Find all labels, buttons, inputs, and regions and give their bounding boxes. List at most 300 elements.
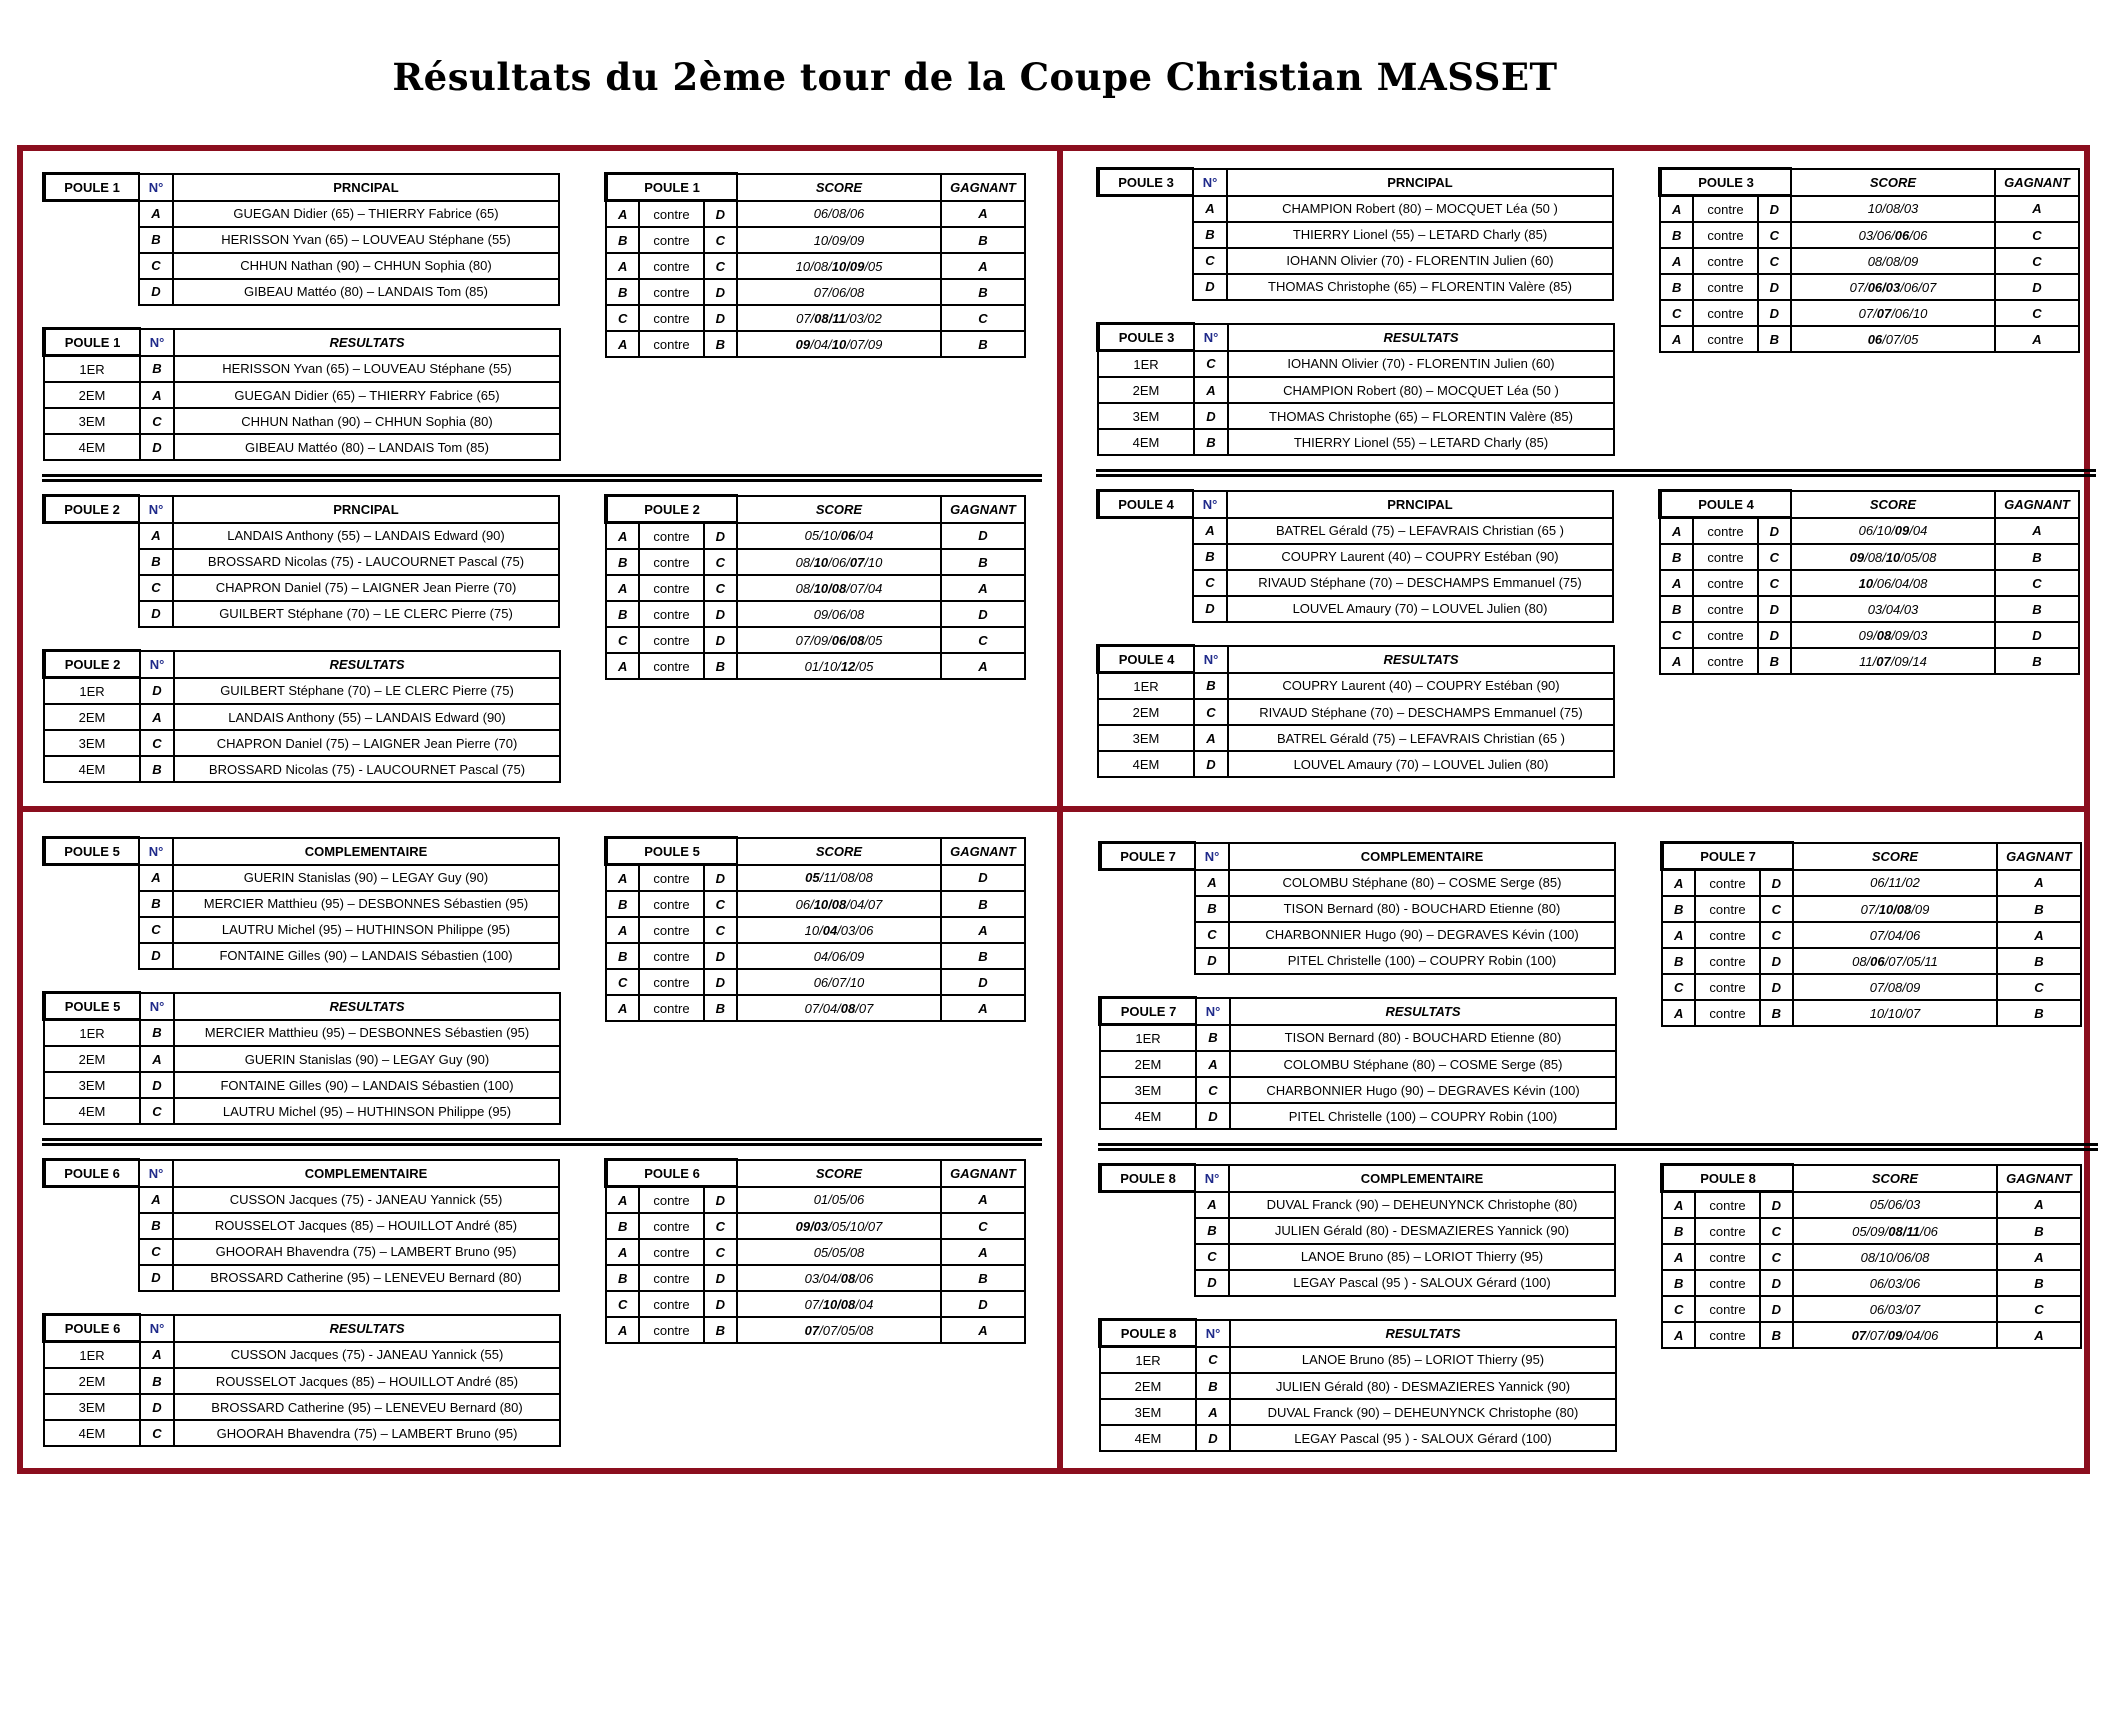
score-segment: 08/ bbox=[1852, 953, 1871, 969]
table-row bbox=[1100, 896, 1615, 922]
category-header: COMPLEMENTAIRE bbox=[173, 1160, 559, 1187]
winner-header: GAGNANT bbox=[1997, 1165, 2081, 1192]
table-row bbox=[44, 434, 560, 460]
blank-cell bbox=[44, 1265, 139, 1291]
match-row bbox=[606, 1187, 1025, 1214]
score-segment: 06/08 bbox=[831, 632, 865, 648]
number-header: N° bbox=[1194, 646, 1228, 673]
match-player2: D bbox=[704, 305, 737, 331]
score-segment: /07/05 bbox=[1882, 331, 1919, 347]
player-names: GUERIN Stanislas (90) – LEGAY Guy (90) bbox=[173, 865, 559, 891]
score-segment: 06 bbox=[840, 528, 856, 544]
pool-players-table bbox=[42, 494, 560, 628]
score-segment: /05 bbox=[855, 658, 874, 674]
pool-label: POULE 6 bbox=[44, 1315, 140, 1342]
score-segment: 08 bbox=[1876, 627, 1892, 643]
match-score bbox=[737, 653, 941, 679]
player-letter: A bbox=[139, 1187, 173, 1213]
match-row bbox=[1660, 274, 2079, 300]
player-letter: A bbox=[1195, 870, 1229, 896]
rank-cell: 2EM bbox=[44, 382, 140, 408]
result-names: GHOORAH Bhavendra (75) – LAMBERT Bruno (95) bbox=[174, 1420, 560, 1446]
table-header-row bbox=[1100, 843, 1615, 870]
category-header: COMPLEMENTAIRE bbox=[173, 838, 559, 865]
blank-cell bbox=[1098, 544, 1193, 570]
match-score bbox=[737, 201, 941, 228]
match-winner: D bbox=[941, 865, 1025, 892]
pool-score-table bbox=[604, 494, 1026, 680]
match-player1: A bbox=[1662, 922, 1695, 948]
results-header: RESULTATS bbox=[174, 993, 560, 1020]
blank-cell bbox=[1098, 196, 1193, 222]
blank-cell bbox=[44, 523, 139, 549]
score-segment: 03/04/ bbox=[804, 1270, 841, 1286]
match-row bbox=[1660, 648, 2079, 674]
contre-label: contre bbox=[1695, 1270, 1759, 1296]
player-names: GHOORAH Bhavendra (75) – LAMBERT Bruno (95) bbox=[173, 1239, 559, 1265]
category-header: PRNCIPAL bbox=[173, 496, 559, 523]
match-player1: A bbox=[606, 331, 639, 357]
contre-label: contre bbox=[1695, 974, 1759, 1000]
table-row bbox=[44, 1046, 560, 1072]
match-player2: D bbox=[704, 201, 737, 228]
pool-label: POULE 3 bbox=[1098, 169, 1193, 196]
score-segment: /09/03 bbox=[1891, 627, 1928, 643]
page-title: Résultats du 2ème tour de la Coupe Christian MASSET bbox=[392, 55, 1558, 99]
results-header: RESULTATS bbox=[1230, 1320, 1616, 1347]
match-winner: A bbox=[1995, 196, 2079, 223]
match-winner: C bbox=[1995, 570, 2079, 596]
result-names: HERISSON Yvan (65) – LOUVEAU Stéphane (55) bbox=[174, 356, 560, 383]
player-names: BATREL Gérald (75) – LEFAVRAIS Christian (65 ) bbox=[1227, 518, 1613, 544]
score-segment: 05/10/ bbox=[804, 528, 841, 544]
player-names: THIERRY Lionel (55) – LETARD Charly (85) bbox=[1227, 222, 1613, 248]
contre-label: contre bbox=[639, 865, 703, 892]
table-row bbox=[1098, 274, 1613, 300]
player-letter: B bbox=[139, 549, 173, 575]
blank-cell bbox=[1098, 518, 1193, 544]
blank-cell bbox=[1100, 870, 1195, 896]
match-player2: B bbox=[1758, 326, 1791, 352]
number-header: N° bbox=[1195, 843, 1229, 870]
match-winner: B bbox=[941, 227, 1025, 253]
table-row bbox=[1100, 870, 1615, 896]
match-player2: D bbox=[704, 943, 737, 969]
match-player1: B bbox=[606, 549, 639, 575]
match-player2: B bbox=[1760, 1322, 1793, 1348]
table-header-row bbox=[1098, 646, 1614, 673]
contre-label: contre bbox=[1695, 1322, 1759, 1348]
rank-cell: 1ER bbox=[1100, 1347, 1196, 1374]
match-winner: C bbox=[1995, 300, 2079, 326]
result-letter: A bbox=[1194, 725, 1228, 751]
result-letter: B bbox=[140, 356, 174, 383]
match-row bbox=[1662, 870, 2081, 897]
number-header: N° bbox=[139, 496, 173, 523]
match-row bbox=[606, 253, 1025, 279]
result-names: PITEL Christelle (100) – COUPRY Robin (100) bbox=[1230, 1103, 1616, 1129]
contre-label: contre bbox=[1695, 870, 1759, 897]
blank-cell bbox=[44, 279, 139, 305]
result-letter: B bbox=[1194, 673, 1228, 700]
result-names: BROSSARD Catherine (95) – LENEVEU Bernard (80) bbox=[174, 1394, 560, 1420]
score-header: SCORE bbox=[1791, 491, 1995, 518]
match-player2: C bbox=[1758, 544, 1791, 570]
match-score bbox=[737, 1265, 941, 1291]
contre-label: contre bbox=[639, 1265, 703, 1291]
match-score bbox=[1791, 596, 1995, 622]
player-names: CHARBONNIER Hugo (90) – DEGRAVES Kévin (100) bbox=[1229, 922, 1615, 948]
player-letter: A bbox=[139, 523, 173, 549]
match-score bbox=[737, 1291, 941, 1317]
blank-cell bbox=[44, 943, 139, 969]
rank-cell: 1ER bbox=[1098, 673, 1194, 700]
result-letter: A bbox=[1194, 377, 1228, 403]
match-row bbox=[1660, 326, 2079, 352]
match-player1: B bbox=[606, 601, 639, 627]
match-score bbox=[1793, 1322, 1997, 1348]
blank-cell bbox=[1100, 922, 1195, 948]
pool-label: POULE 2 bbox=[44, 496, 139, 523]
match-score bbox=[737, 601, 941, 627]
contre-label: contre bbox=[1693, 300, 1757, 326]
match-player1: B bbox=[1660, 596, 1693, 622]
score-segment: 07/ bbox=[796, 310, 815, 326]
match-winner: D bbox=[941, 601, 1025, 627]
table-header-row bbox=[44, 1160, 559, 1187]
score-segment: 10/10/07 bbox=[1869, 1005, 1921, 1021]
table-row bbox=[44, 1239, 559, 1265]
contre-label: contre bbox=[639, 331, 703, 357]
match-score bbox=[1791, 196, 1995, 223]
result-letter: B bbox=[1194, 429, 1228, 455]
player-names: THOMAS Christophe (65) – FLORENTIN Valère (85) bbox=[1227, 274, 1613, 300]
player-letter: A bbox=[139, 201, 173, 227]
match-winner: A bbox=[941, 995, 1025, 1021]
results-header: RESULTATS bbox=[1230, 998, 1616, 1025]
score-segment: 10 bbox=[1858, 575, 1874, 591]
table-header-row bbox=[1662, 1165, 2081, 1192]
match-score bbox=[1791, 622, 1995, 648]
match-player2: C bbox=[704, 1213, 737, 1239]
match-score bbox=[1793, 974, 1997, 1000]
rank-cell: 2EM bbox=[1100, 1051, 1196, 1077]
category-header: PRNCIPAL bbox=[173, 174, 559, 201]
contre-label: contre bbox=[1693, 570, 1757, 596]
match-player1: B bbox=[606, 279, 639, 305]
match-player1: A bbox=[606, 653, 639, 679]
table-row bbox=[44, 1098, 560, 1124]
match-winner: A bbox=[1997, 870, 2081, 897]
pool-label: POULE 7 bbox=[1100, 843, 1195, 870]
score-segment: 10 bbox=[813, 554, 829, 570]
score-segment: /07 bbox=[855, 1000, 874, 1016]
match-score bbox=[737, 865, 941, 892]
score-segment: 05/06/03 bbox=[1869, 1197, 1921, 1213]
match-winner: C bbox=[1997, 974, 2081, 1000]
rank-cell: 4EM bbox=[44, 1420, 140, 1446]
table-row bbox=[1098, 699, 1614, 725]
match-score bbox=[1791, 274, 1995, 300]
match-row bbox=[606, 891, 1025, 917]
score-segment: /04 bbox=[855, 528, 874, 544]
table-header-row bbox=[44, 838, 559, 865]
match-winner: D bbox=[941, 1291, 1025, 1317]
table-row bbox=[44, 917, 559, 943]
result-names: RIVAUD Stéphane (70) – DESCHAMPS Emmanuel (75) bbox=[1228, 699, 1614, 725]
pool-label: POULE 3 bbox=[1660, 169, 1791, 196]
table-row bbox=[44, 865, 559, 891]
match-row bbox=[1662, 1244, 2081, 1270]
result-names: TISON Bernard (80) - BOUCHARD Etienne (80) bbox=[1230, 1025, 1616, 1052]
table-row bbox=[44, 1368, 560, 1394]
score-segment: 06/10/ bbox=[1858, 523, 1895, 539]
pool-players-table bbox=[1098, 1163, 1616, 1297]
player-names: BROSSARD Catherine (95) – LENEVEU Bernard (80) bbox=[173, 1265, 559, 1291]
score-segment: 09/ bbox=[1858, 627, 1877, 643]
match-player2: B bbox=[1758, 648, 1791, 674]
match-player1: B bbox=[606, 891, 639, 917]
result-names: COLOMBU Stéphane (80) – COSME Serge (85) bbox=[1230, 1051, 1616, 1077]
player-names: CUSSON Jacques (75) - JANEAU Yannick (55) bbox=[173, 1187, 559, 1213]
table-header-row bbox=[44, 651, 560, 678]
score-header: SCORE bbox=[1793, 843, 1997, 870]
score-segment: 03/06/ bbox=[1858, 227, 1895, 243]
match-score bbox=[1793, 1244, 1997, 1270]
player-letter: D bbox=[139, 601, 173, 627]
result-letter: C bbox=[140, 1420, 174, 1446]
contre-label: contre bbox=[639, 995, 703, 1021]
results-header: RESULTATS bbox=[174, 651, 560, 678]
result-letter: A bbox=[1196, 1051, 1230, 1077]
contre-label: contre bbox=[639, 917, 703, 943]
number-header: N° bbox=[139, 838, 173, 865]
pool-label: POULE 1 bbox=[44, 174, 139, 201]
blank-cell bbox=[1100, 948, 1195, 974]
table-row bbox=[1100, 1192, 1615, 1218]
results-header: RESULTATS bbox=[174, 1315, 560, 1342]
player-names: HERISSON Yvan (65) – LOUVEAU Stéphane (55) bbox=[173, 227, 559, 253]
match-player1: B bbox=[1662, 1270, 1695, 1296]
score-segment: /04/ bbox=[810, 336, 832, 352]
match-score bbox=[1793, 1218, 1997, 1244]
winner-header: GAGNANT bbox=[1997, 843, 2081, 870]
match-player1: A bbox=[606, 865, 639, 892]
player-letter: C bbox=[139, 575, 173, 601]
score-segment: 04 bbox=[822, 922, 838, 938]
contre-label: contre bbox=[1693, 544, 1757, 570]
table-header-row bbox=[44, 329, 560, 356]
match-winner: B bbox=[941, 331, 1025, 357]
table-row bbox=[1098, 518, 1613, 544]
table-row bbox=[44, 382, 560, 408]
match-player2: C bbox=[1758, 222, 1791, 248]
match-player1: A bbox=[606, 917, 639, 943]
result-names: THOMAS Christophe (65) – FLORENTIN Valère (85) bbox=[1228, 403, 1614, 429]
match-player1: A bbox=[606, 1317, 639, 1343]
number-header: N° bbox=[140, 993, 174, 1020]
blank-cell bbox=[1100, 1218, 1195, 1244]
table-row bbox=[44, 1072, 560, 1098]
contre-label: contre bbox=[639, 305, 703, 331]
contre-label: contre bbox=[639, 1239, 703, 1265]
score-header: SCORE bbox=[737, 174, 941, 201]
contre-label: contre bbox=[639, 653, 703, 679]
match-row bbox=[606, 969, 1025, 995]
match-player2: D bbox=[704, 523, 737, 550]
contre-label: contre bbox=[1693, 248, 1757, 274]
match-player2: D bbox=[1760, 974, 1793, 1000]
table-row bbox=[44, 356, 560, 383]
match-row bbox=[1660, 300, 2079, 326]
score-segment: /06 bbox=[1909, 227, 1928, 243]
table-row bbox=[1098, 403, 1614, 429]
pool-players-table bbox=[1096, 167, 1614, 301]
result-names: BROSSARD Nicolas (75) - LAUCOURNET Pascal (75) bbox=[174, 756, 560, 782]
match-row bbox=[1662, 1000, 2081, 1026]
match-player2: C bbox=[1760, 1218, 1793, 1244]
score-segment: 10/08 bbox=[813, 580, 847, 596]
player-names: TISON Bernard (80) - BOUCHARD Etienne (80) bbox=[1229, 896, 1615, 922]
result-letter: B bbox=[1196, 1025, 1230, 1052]
table-row bbox=[44, 575, 559, 601]
score-segment: 07 bbox=[1851, 1327, 1867, 1343]
match-player1: C bbox=[606, 969, 639, 995]
contre-label: contre bbox=[639, 1213, 703, 1239]
match-winner: B bbox=[941, 891, 1025, 917]
contre-label: contre bbox=[1693, 622, 1757, 648]
result-names: LANOE Bruno (85) – LORIOT Thierry (95) bbox=[1230, 1347, 1616, 1374]
rank-cell: 1ER bbox=[44, 1342, 140, 1369]
result-names: LOUVEL Amaury (70) – LOUVEL Julien (80) bbox=[1228, 751, 1614, 777]
score-header: SCORE bbox=[737, 496, 941, 523]
match-score bbox=[1793, 870, 1997, 897]
rank-cell: 4EM bbox=[1100, 1103, 1196, 1129]
match-score bbox=[737, 305, 941, 331]
score-segment: 10/08 bbox=[1878, 901, 1912, 917]
result-names: GUEGAN Didier (65) – THIERRY Fabrice (65) bbox=[174, 382, 560, 408]
match-row bbox=[1660, 622, 2079, 648]
pool-score-table bbox=[1658, 167, 2080, 353]
match-row bbox=[606, 601, 1025, 627]
table-header-row bbox=[606, 838, 1025, 865]
match-player1: A bbox=[606, 523, 639, 550]
match-score bbox=[1793, 948, 1997, 974]
result-names: COUPRY Laurent (40) – COUPRY Estéban (90) bbox=[1228, 673, 1614, 700]
match-winner: D bbox=[1995, 622, 2079, 648]
result-names: LEGAY Pascal (95 ) - SALOUX Gérard (100) bbox=[1230, 1425, 1616, 1451]
rank-cell: 4EM bbox=[1098, 751, 1194, 777]
match-score bbox=[737, 1213, 941, 1239]
player-letter: D bbox=[1195, 948, 1229, 974]
pool-label: POULE 7 bbox=[1100, 998, 1196, 1025]
pool-separator bbox=[42, 1138, 1042, 1146]
result-letter: A bbox=[1196, 1399, 1230, 1425]
match-row bbox=[1662, 1270, 2081, 1296]
match-row bbox=[606, 1291, 1025, 1317]
match-winner: B bbox=[1995, 544, 2079, 570]
table-row bbox=[44, 730, 560, 756]
score-segment: /06/10 bbox=[1891, 305, 1928, 321]
result-letter: C bbox=[140, 1098, 174, 1124]
match-player2: C bbox=[1760, 922, 1793, 948]
match-score bbox=[737, 969, 941, 995]
player-names: GUILBERT Stéphane (70) – LE CLERC Pierre (75) bbox=[173, 601, 559, 627]
player-letter: D bbox=[1193, 274, 1227, 300]
score-segment: 08/08/09 bbox=[1867, 253, 1919, 269]
result-names: FONTAINE Gilles (90) – LANDAIS Sébastien (100) bbox=[174, 1072, 560, 1098]
table-row bbox=[1100, 1077, 1616, 1103]
score-segment: 09/03 bbox=[795, 1218, 829, 1234]
blank-cell bbox=[1100, 1192, 1195, 1218]
table-header-row bbox=[606, 496, 1025, 523]
match-score bbox=[737, 253, 941, 279]
table-row bbox=[1098, 725, 1614, 751]
result-names: MERCIER Matthieu (95) – DESBONNES Sébastien (95) bbox=[174, 1020, 560, 1047]
pool-separator bbox=[1098, 1143, 2098, 1151]
match-player2: D bbox=[704, 1187, 737, 1214]
match-winner: A bbox=[1997, 1322, 2081, 1348]
number-header: N° bbox=[1196, 998, 1230, 1025]
match-row bbox=[1662, 948, 2081, 974]
match-player2: C bbox=[1758, 248, 1791, 274]
result-names: DUVAL Franck (90) – DEHEUNYNCK Christophe (80) bbox=[1230, 1399, 1616, 1425]
match-row bbox=[606, 653, 1025, 679]
score-segment: 10/08/03 bbox=[1867, 201, 1919, 217]
match-winner: B bbox=[1997, 896, 2081, 922]
table-row bbox=[1100, 922, 1615, 948]
score-segment: 06/11/02 bbox=[1870, 875, 1920, 891]
table-row bbox=[44, 1213, 559, 1239]
score-segment: 07/ bbox=[1849, 279, 1868, 295]
pool-label: POULE 6 bbox=[606, 1160, 737, 1187]
pool-results-table bbox=[42, 1313, 561, 1447]
match-player2: D bbox=[1760, 1192, 1793, 1219]
match-row bbox=[606, 575, 1025, 601]
contre-label: contre bbox=[1695, 1218, 1759, 1244]
results-header: RESULTATS bbox=[1228, 646, 1614, 673]
match-row bbox=[1660, 596, 2079, 622]
match-player2: C bbox=[704, 549, 737, 575]
match-player2: D bbox=[1758, 196, 1791, 223]
match-winner: B bbox=[1997, 948, 2081, 974]
rank-cell: 4EM bbox=[1100, 1425, 1196, 1451]
match-player2: C bbox=[704, 253, 737, 279]
contre-label: contre bbox=[1695, 1192, 1759, 1219]
score-segment: /07/04 bbox=[846, 580, 883, 596]
table-row bbox=[1100, 1270, 1615, 1296]
score-segment: /09/14 bbox=[1890, 653, 1927, 669]
match-row bbox=[606, 331, 1025, 357]
score-segment: 06 bbox=[1870, 953, 1885, 969]
player-letter: C bbox=[139, 917, 173, 943]
result-names: CHHUN Nathan (90) – CHHUN Sophia (80) bbox=[174, 408, 560, 434]
score-header: SCORE bbox=[1793, 1165, 1997, 1192]
rank-cell: 4EM bbox=[44, 756, 140, 782]
score-segment: 09 bbox=[1849, 549, 1865, 565]
score-segment: /05/08 bbox=[1900, 549, 1937, 565]
score-segment: 07 bbox=[849, 554, 865, 570]
result-names: GUILBERT Stéphane (70) – LE CLERC Pierre (75) bbox=[174, 678, 560, 705]
player-names: DUVAL Franck (90) – DEHEUNYNCK Christophe (80) bbox=[1229, 1192, 1615, 1218]
pool-results-table bbox=[42, 649, 561, 783]
match-player1: C bbox=[606, 305, 639, 331]
match-winner: C bbox=[941, 627, 1025, 653]
table-row bbox=[1098, 196, 1613, 222]
player-letter: A bbox=[1193, 196, 1227, 222]
table-row bbox=[1100, 1373, 1616, 1399]
blank-cell bbox=[44, 253, 139, 279]
